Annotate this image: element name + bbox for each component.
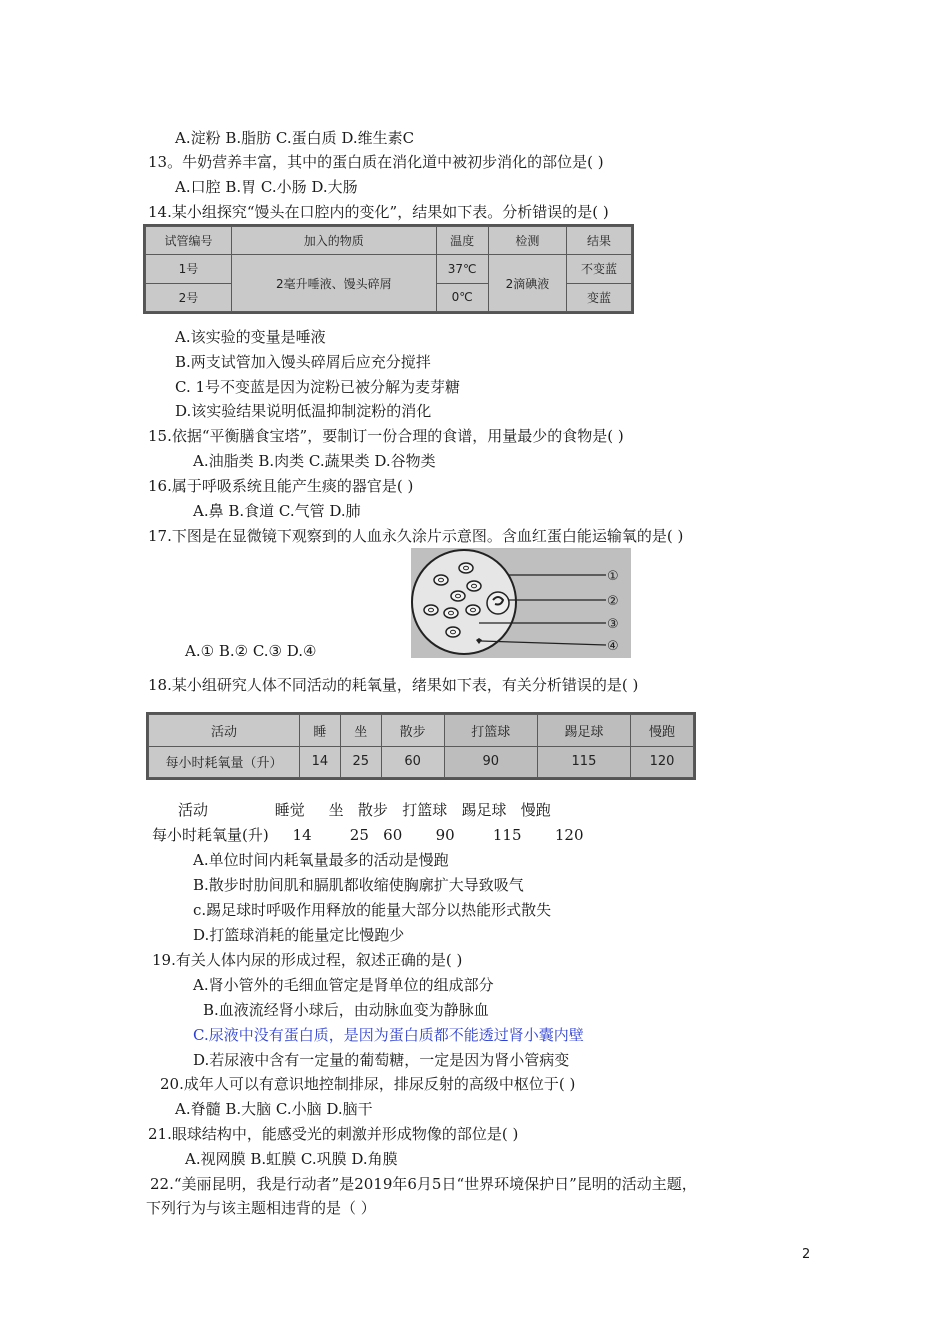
q17-options: A.① B.② C.③ D.④ [185,642,317,660]
figure-label-2: ② [607,594,619,609]
q18-activity: 坐 [340,715,381,747]
q12-options: A.淀粉 B.脂肪 C.蛋白质 D.维生素C [175,129,415,147]
q18-activity: 打篮球 [444,715,537,747]
q14-result-2: 变蓝 [567,283,632,312]
q19-stem: 19.有关人体内尿的形成过程，叙述正确的是( ) [152,951,463,969]
q19-option-c-answer: C.尿液中没有蛋白质，是因为蛋白质都不能透过肾小囊内壁 [193,1026,584,1044]
q18-text-line-1: 活动 睡觉 坐 散步 打篮球 踢足球 慢跑 [178,801,551,819]
q18-option-c: c.踢足球时呼吸作用释放的能量大部分以热能形式散失 [193,901,552,919]
q14-option-a: A.该实验的变量是唾液 [175,328,326,346]
q18-value: 14 [300,746,341,778]
q14-experiment-table [143,224,634,314]
red-blood-cell [444,608,458,618]
q13-stem: 13。牛奶营养丰富，其中的蛋白质在消化道中被初步消化的部位是( ) [148,153,604,171]
q18-activity: 睡 [300,715,341,747]
q18-option-b: B.散步时肋间肌和膈肌都收缩使胸廓扩大导致吸气 [193,876,524,894]
red-blood-cell [467,581,481,591]
blood-smear-figure [411,548,631,658]
q17-stem: 17.下图是在显微镜下观察到的人血永久涂片示意图。含血红蛋白能运输氧的是( ) [148,527,684,545]
q14-header-tube: 试管编号 [146,227,232,255]
q14-substance: 2毫升唾液、馒头碎屑 [231,255,436,312]
q14-reagent: 2滴碘液 [488,255,566,312]
red-blood-cell [451,591,465,601]
q18-activity: 慢跑 [631,715,694,747]
red-blood-cell [424,605,438,615]
red-blood-cell [434,575,448,585]
q22-stem-line-2: 下列行为与该主题相违背的是（ ） [146,1199,376,1217]
page-number: 2 [802,1247,811,1262]
q14-header-temp: 温度 [436,227,488,255]
q16-stem: 16.属于呼吸系统且能产生痰的器官是( ) [148,477,414,495]
q22-stem-line-1: 22.“美丽昆明，我是行动者”是2019年6月5日“世界环境保护日”昆明的活动主题， [150,1175,697,1193]
q18-value: 25 [340,746,381,778]
q18-value: 115 [537,746,630,778]
q18-text-line-2: 每小时耗氧量(升) 14 25 60 90 115 120 [152,826,584,844]
q14-header-result: 结果 [567,227,632,255]
q14-option-c: C. 1号不变蓝是因为淀粉已被分解为麦芽糖 [175,378,461,396]
q15-options: A.油脂类 B.肉类 C.蔬果类 D.谷物类 [193,452,436,470]
q21-options: A.视网膜 B.虹膜 C.巩膜 D.角膜 [185,1150,398,1168]
q18-value: 120 [631,746,694,778]
q21-stem: 21.眼球结构中，能感受光的刺激并形成物像的部位是( ) [148,1125,519,1143]
q14-header-substance: 加入的物质 [231,227,436,255]
q18-value-header: 每小时耗氧量（升） [149,746,300,778]
q14-tube-1: 1号 [146,255,232,284]
q18-oxygen-table [146,712,696,780]
figure-label-3: ③ [607,617,619,632]
q14-temp-2: 0℃ [436,283,488,312]
figure-label-1: ① [607,569,619,584]
red-blood-cell [459,563,473,573]
red-blood-cell [446,627,460,637]
q14-option-b: B.两支试管加入馒头碎屑后应充分搅拌 [175,353,431,371]
q18-option-a: A.单位时间内耗氧量最多的活动是慢跑 [193,851,449,869]
q14-result-1: 不变蓝 [567,255,632,284]
q16-options: A.鼻 B.食道 C.气管 D.肺 [193,502,361,520]
q14-header-test: 检测 [488,227,566,255]
q20-stem: 20.成年人可以有意识地控制排尿，排尿反射的高级中枢位于( ) [160,1075,576,1093]
q19-option-b: B.血液流经肾小球后，由动脉血变为静脉血 [203,1001,489,1019]
q18-activity: 散步 [381,715,444,747]
q18-value: 60 [381,746,444,778]
q15-stem: 15.依据“平衡膳食宝塔”，要制订一份合理的食谱，用量最少的食物是( ) [148,427,624,445]
q18-value: 90 [444,746,537,778]
q19-option-a: A.肾小管外的毛细血管定是肾单位的组成部分 [193,976,494,994]
q14-tube-2: 2号 [146,283,232,312]
q13-options: A.口腔 B.胃 C.小肠 D.大肠 [175,178,358,196]
white-blood-cell [487,592,509,614]
q19-option-d: D.若尿液中含有一定量的葡萄糖，一定是因为肾小管病变 [193,1051,570,1069]
red-blood-cell [466,605,480,615]
q20-options: A.脊髓 B.大脑 C.小脑 D.脑干 [175,1100,373,1118]
q18-activity: 踢足球 [537,715,630,747]
q14-option-d: D.该实验结果说明低温抑制淀粉的消化 [175,402,432,420]
figure-label-4: ④ [607,639,619,654]
q18-stem: 18.某小组研究人体不同活动的耗氧量，绪果如下表，有关分析错误的是( ) [148,676,639,694]
q14-stem: 14.某小组探究“馒头在口腔内的变化”，结果如下表。分析错误的是( ) [148,203,609,221]
q18-option-d: D.打篮球消耗的能量定比慢跑少 [193,926,405,944]
q14-temp-1: 37℃ [436,255,488,284]
q18-row-header: 活动 [149,715,300,747]
